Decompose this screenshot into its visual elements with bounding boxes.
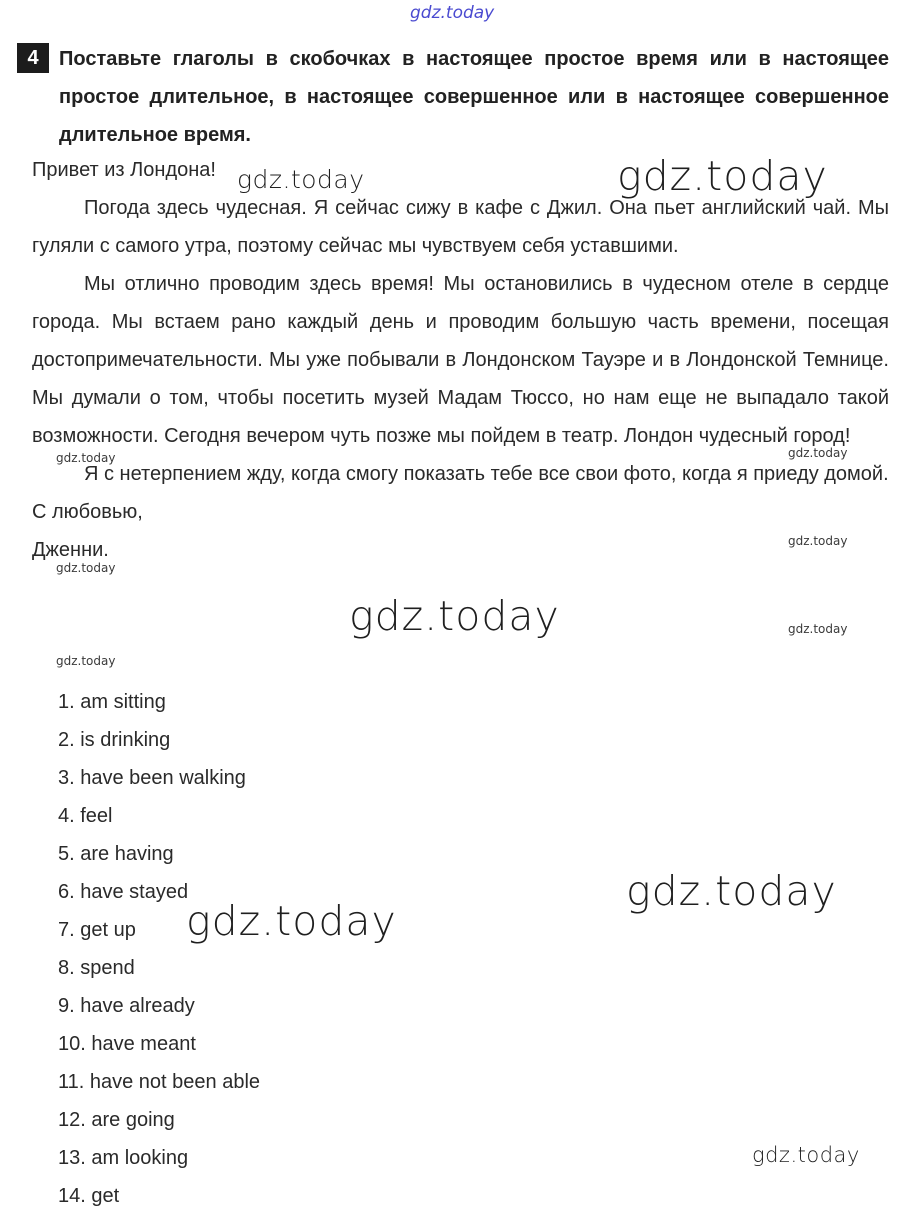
exercise-instruction: Поставьте глаголы в скобочках в настоящее простое время или в настоящее простое длительное, в настоящее совершенное или в настоящее совершенное длительное время.	[59, 48, 889, 146]
answer-item: 8. spend	[58, 957, 135, 979]
answer-item: 10. have meant	[58, 1033, 196, 1055]
answer-list	[58, 683, 260, 1215]
watermark: gdz.today	[617, 152, 828, 200]
letter-paragraph: Мы отлично проводим здесь время! Мы остановились в чудесном отеле в сердце города. Мы встаем рано каждый день и проводим большую часть времени, посещая достопримечательности. Мы уже побывали в Лондонском Тауэре и в Лондонской Темнице. Мы думали о том, чтобы посетить музей Мадам Тюссо, но нам еще не выпадало такой возможности. Сегодня вечером чуть позже мы пойдем в театр. Лондон чудесный город!	[32, 273, 889, 447]
watermark: gdz.today	[788, 534, 848, 548]
letter-paragraph: Погода здесь чудесная. Я сейчас сижу в кафе с Джил. Она пьет английский чай. Мы гуляли с самого утра, поэтому сейчас мы чувствуем себя уставшими.	[32, 197, 889, 257]
watermark-logo: gdz.today	[410, 3, 495, 23]
letter-paragraph: Я с нетерпением жду, когда смогу показать тебе все свои фото, когда я приеду домой.	[84, 463, 889, 485]
letter-text	[32, 151, 889, 569]
answer-item: 6. have stayed	[58, 881, 189, 903]
answer-item: 2. is drinking	[58, 729, 171, 751]
answer-item: 4. feel	[58, 805, 113, 827]
watermark: gdz.today	[752, 1143, 860, 1167]
answer-item: 1. am sitting	[58, 691, 166, 713]
watermark: gdz.today	[349, 592, 560, 640]
letter-closing: С любовью,	[32, 501, 143, 523]
answer-item: 12. are going	[58, 1109, 175, 1131]
watermark: gdz.today	[788, 446, 848, 460]
answer-item: 14. get	[58, 1185, 120, 1207]
answer-item: 5. are having	[58, 843, 174, 865]
answer-item: 11. have not been able	[58, 1071, 261, 1093]
answer-item: 3. have been walking	[58, 767, 246, 789]
watermark: gdz.today	[56, 451, 116, 465]
letter-greeting: Привет из Лондона!	[32, 159, 216, 181]
watermark: gdz.today	[56, 561, 116, 575]
answer-item: 13. am looking	[58, 1147, 189, 1169]
answer-item: 7. get up	[58, 919, 136, 941]
exercise-number-badge: 4	[17, 43, 49, 73]
watermark: gdz.today	[626, 867, 837, 915]
letter-signature: Дженни.	[32, 539, 109, 561]
watermark: gdz.today	[186, 897, 397, 945]
answer-item: 9. have already	[58, 995, 195, 1017]
watermark: gdz.today	[788, 622, 848, 636]
watermark: gdz.today	[237, 165, 365, 194]
watermark: gdz.today	[56, 654, 116, 668]
